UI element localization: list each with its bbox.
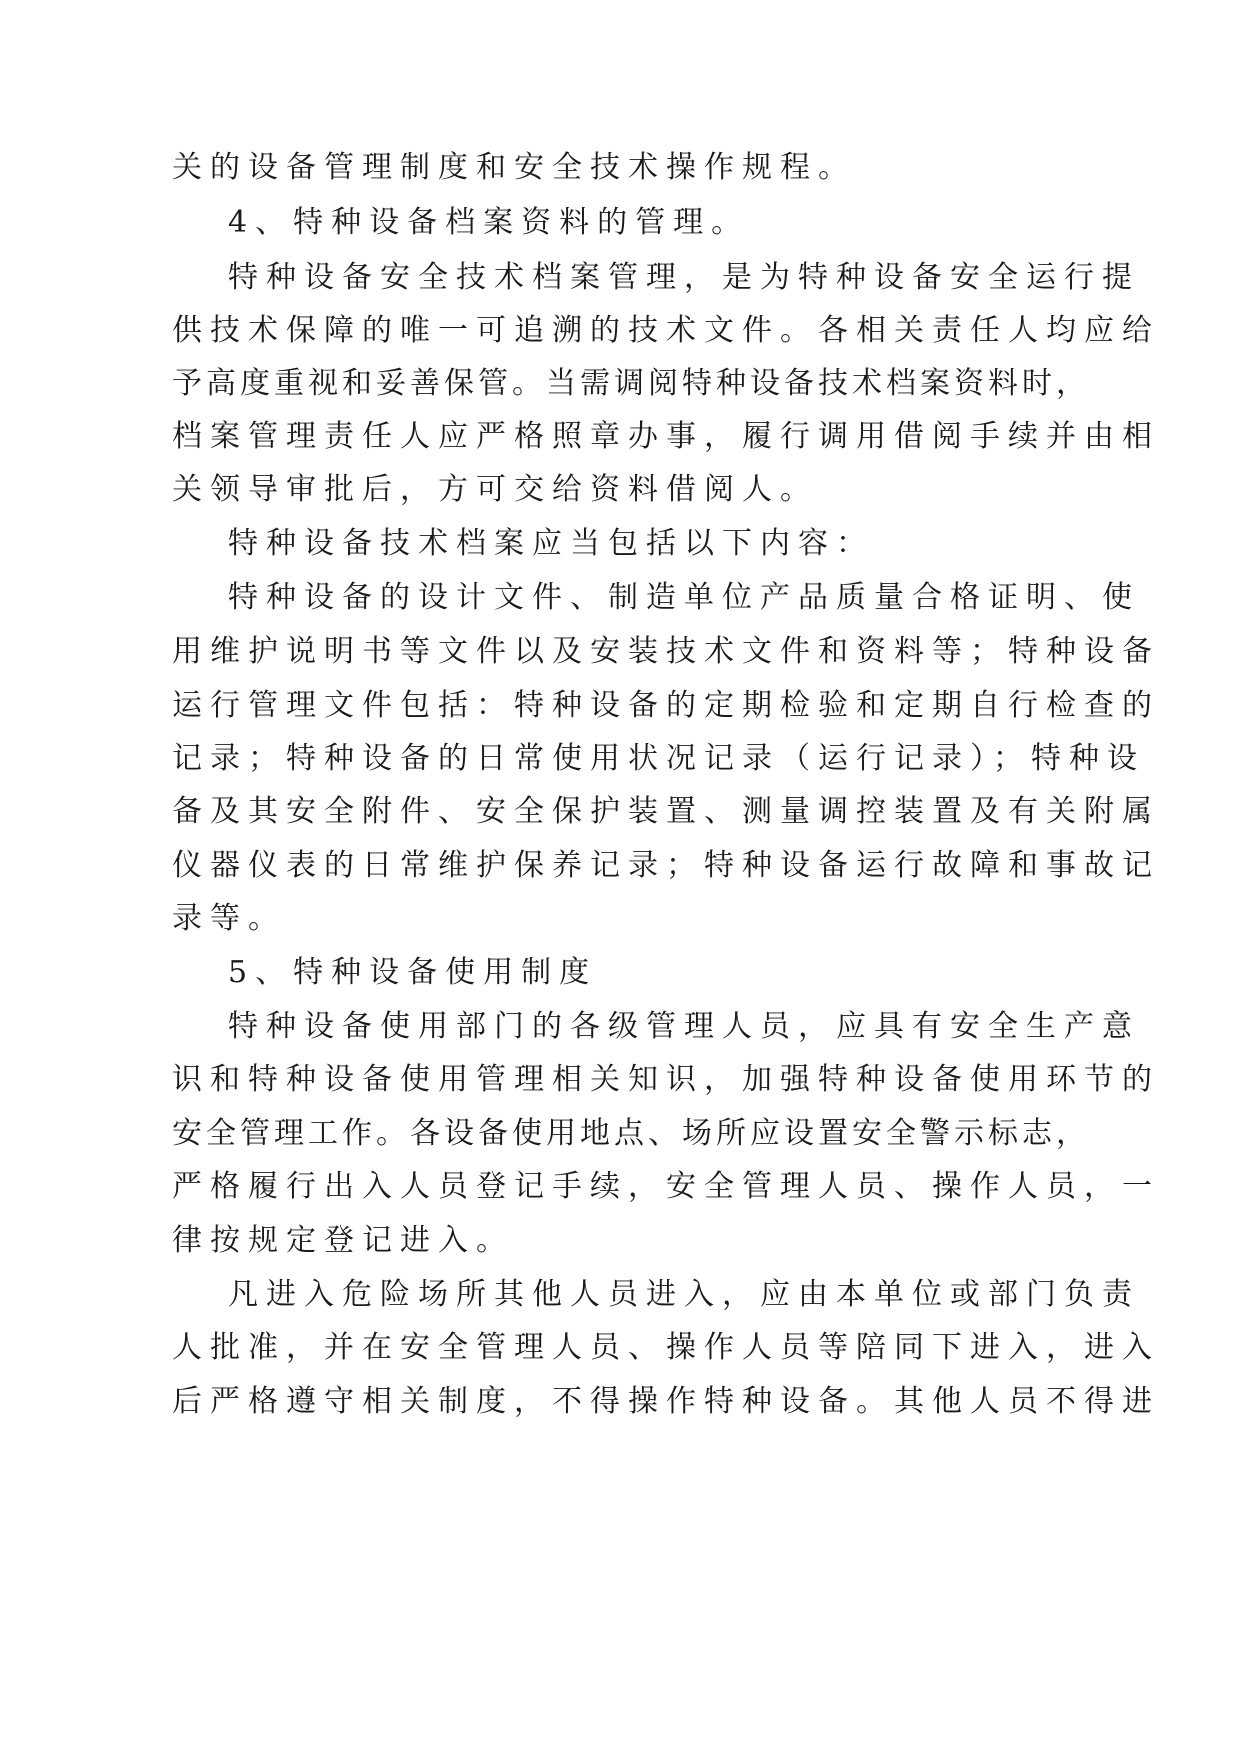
text-line: 供技术保障的唯一可追溯的技术文件。各相关责任人均应给 bbox=[172, 313, 1160, 348]
text-line: 备及其安全附件、安全保护装置、测量调控装置及有关附属 bbox=[172, 794, 1160, 829]
paragraph-first-line: 特种设备的设计文件、制造单位产品质量合格证明、使 bbox=[228, 580, 1140, 615]
text-line: 记录；特种设备的日常使用状况记录（运行记录）；特种设 bbox=[172, 741, 1145, 776]
text-line: 安全管理工作。各设备使用地点、场所应设置安全警示标志， bbox=[172, 1116, 1090, 1151]
text-line: 运行管理文件包括：特种设备的定期检验和定期自行检查的 bbox=[172, 688, 1160, 723]
text-line: 予高度重视和妥善保管。当需调阅特种设备技术档案资料时， bbox=[172, 366, 1090, 401]
paragraph-first-line: 特种设备安全技术档案管理，是为特种设备安全运行提 bbox=[228, 260, 1140, 295]
section-heading: 5、特种设备使用制度 bbox=[228, 955, 598, 990]
text-line: 人批准，并在安全管理人员、操作人员等陪同下进入，进入 bbox=[172, 1330, 1160, 1365]
text-line: 识和特种设备使用管理相关知识，加强特种设备使用环节的 bbox=[172, 1062, 1160, 1097]
text-line: 档案管理责任人应严格照章办事，履行调用借阅手续并由相 bbox=[172, 419, 1160, 454]
paragraph-first-line: 特种设备使用部门的各级管理人员，应具有安全生产意 bbox=[228, 1009, 1140, 1044]
paragraph-first-line: 特种设备技术档案应当包括以下内容： bbox=[228, 526, 874, 561]
text-line: 严格履行出入人员登记手续，安全管理人员、操作人员，一 bbox=[172, 1169, 1160, 1204]
paragraph-first-line: 凡进入危险场所其他人员进入，应由本单位或部门负责 bbox=[228, 1277, 1140, 1312]
text-line: 关领导审批后，方可交给资料借阅人。 bbox=[172, 472, 818, 507]
text-line: 录等。 bbox=[172, 901, 286, 936]
text-line: 仪器仪表的日常维护保养记录；特种设备运行故障和事故记 bbox=[172, 848, 1160, 883]
text-line: 律按规定登记进入。 bbox=[172, 1223, 514, 1258]
section-heading: 4、特种设备档案资料的管理。 bbox=[228, 205, 750, 240]
text-line: 用维护说明书等文件以及安装技术文件和资料等；特种设备 bbox=[172, 634, 1160, 669]
text-line: 后严格遵守相关制度，不得操作特种设备。其他人员不得进 bbox=[172, 1384, 1160, 1419]
text-line: 关的设备管理制度和安全技术操作规程。 bbox=[172, 150, 856, 185]
